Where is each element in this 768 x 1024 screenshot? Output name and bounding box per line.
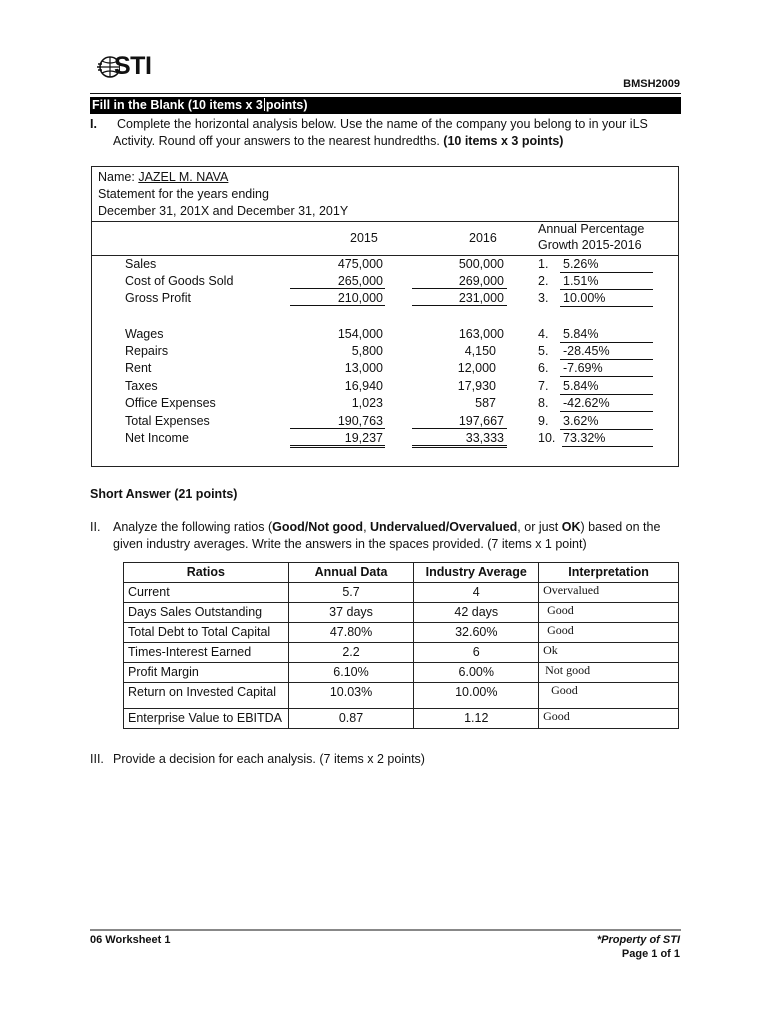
- answer-blank: [560, 360, 653, 377]
- course-code: BMSH2009: [623, 78, 680, 90]
- col-2015-header: 2015: [350, 231, 378, 245]
- section-bar: [90, 97, 681, 114]
- annual-data: 5.7: [288, 583, 414, 603]
- annual-data: 47.80%: [288, 623, 414, 643]
- row-label: Wages: [125, 327, 164, 341]
- annual-data: 0.87: [288, 709, 414, 729]
- col-growth-header-1: Annual Percentage: [538, 222, 645, 236]
- table-row: [124, 663, 679, 683]
- table-row: [124, 623, 679, 643]
- short-answer-title: Short Answer (21 points): [90, 487, 238, 501]
- row-2016: 12,000: [457, 361, 496, 375]
- row-2015: 210,000: [337, 291, 383, 305]
- part2-l1-g: ) based on the: [580, 520, 661, 534]
- row-2016: 17,930: [457, 379, 496, 393]
- answer-number: 1.: [538, 257, 549, 271]
- industry-average: 6: [414, 643, 539, 663]
- row-label: Sales: [125, 257, 157, 271]
- row-label: Cost of Goods Sold: [125, 274, 234, 288]
- industry-average: 42 days: [414, 603, 539, 623]
- double-rule: [290, 447, 385, 448]
- row-2015: 13,000: [344, 361, 383, 375]
- answer-number: 9.: [538, 414, 549, 428]
- answer-blank: [560, 413, 653, 430]
- industry-average: 32.60%: [414, 623, 539, 643]
- ratio-name: Current: [124, 583, 289, 603]
- row-label: Office Expenses: [125, 396, 216, 410]
- row-2015: 16,940: [344, 379, 383, 393]
- interpretation-field[interactable]: Ok: [539, 643, 679, 663]
- answer-blank: [560, 326, 653, 343]
- row-2015: 19,237: [344, 431, 383, 445]
- answer-value: 5.26%: [563, 257, 599, 271]
- subtotal-rule: [290, 288, 385, 289]
- interpretation-field[interactable]: Good: [539, 709, 679, 729]
- row-label: Total Expenses: [125, 414, 210, 428]
- row-label: Gross Profit: [125, 291, 191, 305]
- part2-l1-c: ,: [363, 520, 371, 534]
- interpretation-field[interactable]: Not good: [539, 663, 679, 683]
- answer-number: 3.: [538, 291, 549, 305]
- table-row: [124, 643, 679, 663]
- part2-l1-f: OK: [561, 520, 581, 534]
- annual-data: 2.2: [288, 643, 414, 663]
- footer-page-number: Page 1 of 1: [621, 948, 680, 960]
- answer-number: 8.: [538, 396, 549, 410]
- statement-line2: Statement for the years ending: [98, 187, 269, 201]
- footer-rule: [90, 929, 681, 931]
- double-rule: [412, 445, 507, 446]
- answer-number: 5.: [538, 344, 549, 358]
- row-label: Net Income: [125, 431, 189, 445]
- answer-blank: [560, 343, 653, 360]
- double-rule: [290, 445, 385, 446]
- part1-line1: Complete the horizontal analysis below. Use the name of the company you belong to in your iLS: [117, 117, 648, 131]
- answer-value: 3.62%: [563, 414, 599, 428]
- industry-average: 4: [414, 583, 539, 603]
- interpretation-field[interactable]: Good: [539, 603, 679, 623]
- name-label: Name:: [98, 170, 135, 184]
- row-2016: 163,000: [458, 327, 504, 341]
- row-label: Taxes: [125, 379, 158, 393]
- row-2016: 197,667: [458, 414, 504, 428]
- part3-roman: III.: [90, 752, 104, 766]
- answer-number: 10.: [538, 431, 556, 445]
- interpretation-field[interactable]: Good: [539, 683, 679, 709]
- row-2016: 587: [475, 396, 496, 410]
- statement-line3: December 31, 201X and December 31, 201Y: [98, 204, 349, 218]
- industry-average: 6.00%: [414, 663, 539, 683]
- annual-data: 6.10%: [288, 663, 414, 683]
- col-growth-header-2: Growth 2015-2016: [538, 238, 642, 252]
- table-row: [124, 603, 679, 623]
- interpretation-field[interactable]: Overvalued: [539, 583, 679, 603]
- row-label: Rent: [125, 361, 152, 375]
- row-2015: 5,800: [351, 344, 383, 358]
- name-value: JAZEL M. NAVA: [138, 170, 229, 184]
- industry-average: 10.00%: [414, 683, 539, 709]
- subtotal-rule: [412, 288, 507, 289]
- row-label: Repairs: [125, 344, 169, 358]
- part2-l1-a: Analyze the following ratios (: [113, 520, 273, 534]
- subtotal-rule: [412, 428, 507, 429]
- table-row: [124, 683, 679, 709]
- answer-blank: [560, 256, 653, 273]
- answer-number: 2.: [538, 274, 549, 288]
- row-2015: 1,023: [351, 396, 383, 410]
- header-ratios: Ratios: [124, 563, 289, 583]
- sti-logo: [96, 52, 176, 86]
- double-rule: [412, 447, 507, 448]
- part2-line1: [113, 518, 660, 536]
- answer-value: -42.62%: [563, 396, 610, 410]
- part1-line2: [113, 132, 563, 150]
- row-2016: 4,150: [464, 344, 496, 358]
- ratio-name: Times-Interest Earned: [124, 643, 289, 663]
- section-bar-label-a: Fill in the Blank (10 items x 3: [92, 98, 263, 112]
- answer-value: 5.84%: [563, 379, 599, 393]
- ratio-name: Profit Margin: [124, 663, 289, 683]
- statement-name: [98, 168, 228, 186]
- annual-data: 37 days: [288, 603, 414, 623]
- header-annual-data: Annual Data: [288, 563, 414, 583]
- ratio-name: Enterprise Value to EBITDA: [124, 709, 289, 729]
- part1-line2-text: Activity. Round off your answers to the nearest hundredths.: [113, 134, 440, 148]
- part2-line2: given industry averages. Write the answers in the spaces provided. (7 items x 1 point): [113, 537, 587, 551]
- total-rule: [290, 305, 385, 306]
- answer-value: 10.00%: [563, 291, 606, 305]
- answer-blank: [560, 395, 653, 412]
- ratio-name: Total Debt to Total Capital: [124, 623, 289, 643]
- answer-blank: [560, 290, 653, 307]
- part2-l1-e: , or just: [517, 520, 562, 534]
- answer-value: 1.51%: [563, 274, 599, 288]
- part2-l1-d: Undervalued/Overvalued: [370, 520, 518, 534]
- row-2015: 475,000: [337, 257, 383, 271]
- text-cursor: [264, 98, 265, 111]
- part1-line2-points: (10 items x 3 points): [443, 134, 564, 148]
- answer-number: 6.: [538, 361, 549, 375]
- answer-blank: [562, 430, 653, 447]
- row-2015: 265,000: [337, 274, 383, 288]
- table-header-row: [124, 563, 679, 583]
- interpretation-field[interactable]: Good: [539, 623, 679, 643]
- header-industry-average: Industry Average: [414, 563, 539, 583]
- ratios-table: [123, 562, 679, 729]
- footer-worksheet: 06 Worksheet 1: [90, 934, 171, 946]
- answer-value: 73.32%: [563, 431, 606, 445]
- answer-blank: [560, 273, 653, 290]
- row-2016: 269,000: [458, 274, 504, 288]
- footer-property: *Property of STI: [596, 934, 680, 946]
- section-bar-label-b: points): [265, 98, 308, 112]
- answer-value: -28.45%: [563, 344, 610, 358]
- part2-l1-b: Good/Not good: [272, 520, 364, 534]
- row-2016: 33,333: [465, 431, 504, 445]
- annual-data: 10.03%: [288, 683, 414, 709]
- table-row: [124, 709, 679, 729]
- answer-blank: [560, 378, 653, 395]
- logo-text: STI: [114, 52, 152, 80]
- part2-roman: II.: [90, 520, 101, 534]
- ratio-name: Days Sales Outstanding: [124, 603, 289, 623]
- answer-value: 5.84%: [563, 327, 599, 341]
- subtotal-rule: [290, 428, 385, 429]
- ratio-name: Return on Invested Capital: [124, 683, 289, 709]
- header-interpretation: Interpretation: [539, 563, 679, 583]
- table-row: [124, 583, 679, 603]
- row-2015: 154,000: [337, 327, 383, 341]
- part1-roman: I.: [90, 117, 97, 131]
- part3-text: Provide a decision for each analysis. (7 items x 2 points): [113, 752, 425, 766]
- industry-average: 1.12: [414, 709, 539, 729]
- col-2016-header: 2016: [469, 231, 497, 245]
- row-2016: 231,000: [458, 291, 504, 305]
- row-2016: 500,000: [458, 257, 504, 271]
- answer-number: 7.: [538, 379, 549, 393]
- answer-number: 4.: [538, 327, 549, 341]
- row-2015: 190,763: [337, 414, 383, 428]
- total-rule: [412, 305, 507, 306]
- answer-value: -7.69%: [563, 361, 603, 375]
- header-rule: [90, 93, 681, 94]
